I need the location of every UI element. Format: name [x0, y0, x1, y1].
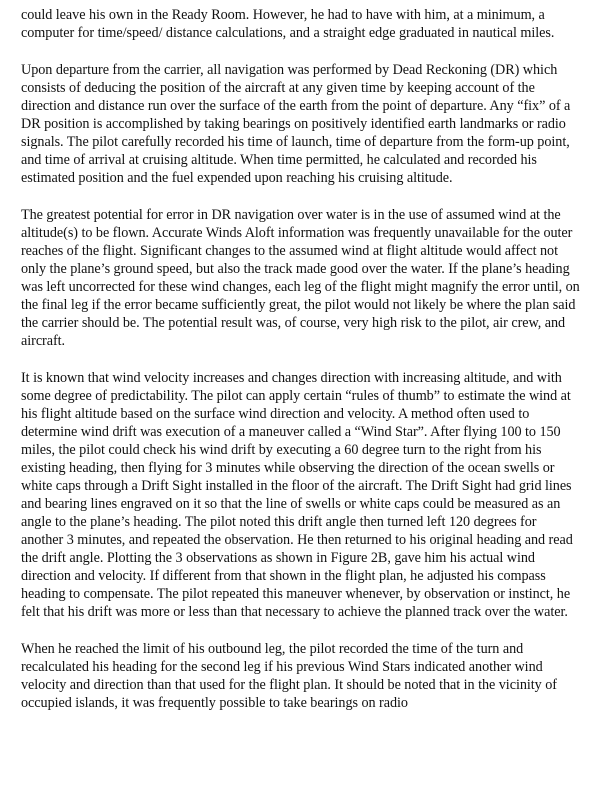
paragraph-wind-error: The greatest potential for error in DR navigation over water is in the use of assumed wind at the altitude(s) to be flown. Accurate Winds Aloft information was frequently unavailable for the outer reaches of the flight. Significant changes to the assumed wind at flight altitude would affect not only the plane’s ground speed, but also the track made good over the water. If the plane’s heading was left uncorrected for these wind changes, each leg of the flight might magnify the error until, on the final leg if the error became sufficiently great, the pilot would not likely be where the plan said the carrier should be. The potential result was, of course, very high risk to the pilot, air crew, and aircraft. — [21, 207, 580, 349]
paragraph-wind-star: It is known that wind velocity increases and changes direction with increasing altitude, and with some degree of predictability. The pilot can apply certain “rules of thumb” to estimate the wind at his flight altitude based on the surface wind direction and velocity. A method often used to determine wind drift was execution of a maneuver called a “Wind Star”. After flying 100 to 150 miles, the pilot could check his wind drift by executing a 60 degree turn to the right from his existing heading, then flying for 3 minutes while observing the direction of the ocean swells or white caps through a Drift Sight installed in the floor of the aircraft. The Drift Sight had grid lines and bearing lines engraved on it so that the line of swells or white caps could be measured as an angle to the plane’s heading. The pilot noted this drift angle then turned left 120 degrees for another 3 minutes, and repeated the observation. He then returned to his original heading and read the drift angle. Plotting the 3 observations as shown in Figure 2B, gave him his actual wind direction and velocity. If different from that shown in the flight plan, he adjusted his compass heading to compensate. The pilot repeated this maneuver whenever, by observation or instinct, he felt that his drift was more or less than that necessary to achieve the planned track over the water. — [21, 370, 573, 620]
paragraph-dead-reckoning: Upon departure from the carrier, all navigation was performed by Dead Reckoning (DR) which consists of deducing the position of the aircraft at any given time by keeping account of the direction and distance run over the surface of the earth from the point of departure. Any “fix” of a DR position is accomplished by taking bearings on positively identified earth landmarks or radio signals. The pilot carefully recorded his time of launch, time of departure from the form-up point, and time of arrival at cruising altitude. When time permitted, he calculated and recorded his estimated position and the fuel expended upon reaching his cruising altitude. — [21, 62, 571, 186]
paragraph-outbound-leg: When he reached the limit of his outbound leg, the pilot recorded the time of the turn and recalculated his heading for the second leg if his previous Wind Stars indicated another wind velocity and direction than that used for the flight plan. It should be noted that in the vicinity of occupied islands, it was frequently possible to take bearings on radio — [21, 641, 557, 711]
paragraph-ready-room: could leave his own in the Ready Room. However, he had to have with him, at a minimum, a computer for time/speed/ distance calculations, and a straight edge graduated in nautical miles. — [21, 7, 555, 41]
